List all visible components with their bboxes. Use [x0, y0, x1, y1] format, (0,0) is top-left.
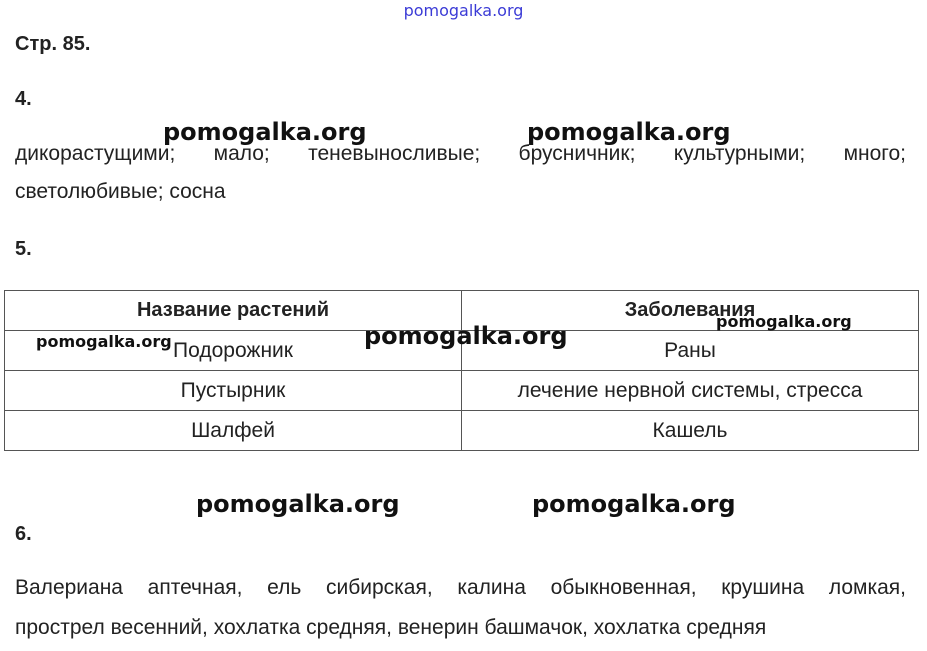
task-4-line-1: дикорастущими; мало; теневыносливые; брусничник; культурными; много; [15, 142, 906, 165]
page-label: Стр. 85. [15, 33, 91, 55]
task-4-line-2: светолюбивые; сосна [15, 180, 226, 203]
watermark-overlay: pomogalka.org [196, 490, 400, 518]
plant-cell: Шалфей [5, 411, 462, 451]
header-plant-name: Название растений [5, 291, 462, 331]
table-row [5, 371, 919, 411]
watermark-overlay: pomogalka.org [532, 490, 736, 518]
task-6-line-2: прострел весенний, хохлатка средняя, венерин башмачок, хохлатка средняя [15, 616, 767, 639]
disease-cell: Раны [462, 331, 919, 371]
plant-cell: Пустырник [5, 371, 462, 411]
watermark-overlay: pomogalka.org [364, 322, 568, 350]
task-6-number: 6. [15, 523, 32, 545]
task-5-number: 5. [15, 238, 32, 260]
disease-cell: Кашель [462, 411, 919, 451]
watermark-top: pomogalka.org [403, 1, 524, 20]
watermark-overlay: pomogalka.org [163, 118, 367, 146]
header-diseases: Заболевания [462, 291, 919, 331]
task-4-number: 4. [15, 88, 32, 110]
watermark-overlay: pomogalka.org [36, 332, 172, 351]
watermark-overlay: pomogalka.org [527, 118, 731, 146]
plant-cell: Подорожник [5, 331, 462, 371]
watermark-overlay: pomogalka.org [716, 312, 852, 331]
table-row [5, 411, 919, 451]
task-6-line-1: Валериана аптечная, ель сибирская, калина обыкновенная, крушина ломкая, [15, 576, 906, 599]
disease-cell: лечение нервной системы, стресса [462, 371, 919, 411]
